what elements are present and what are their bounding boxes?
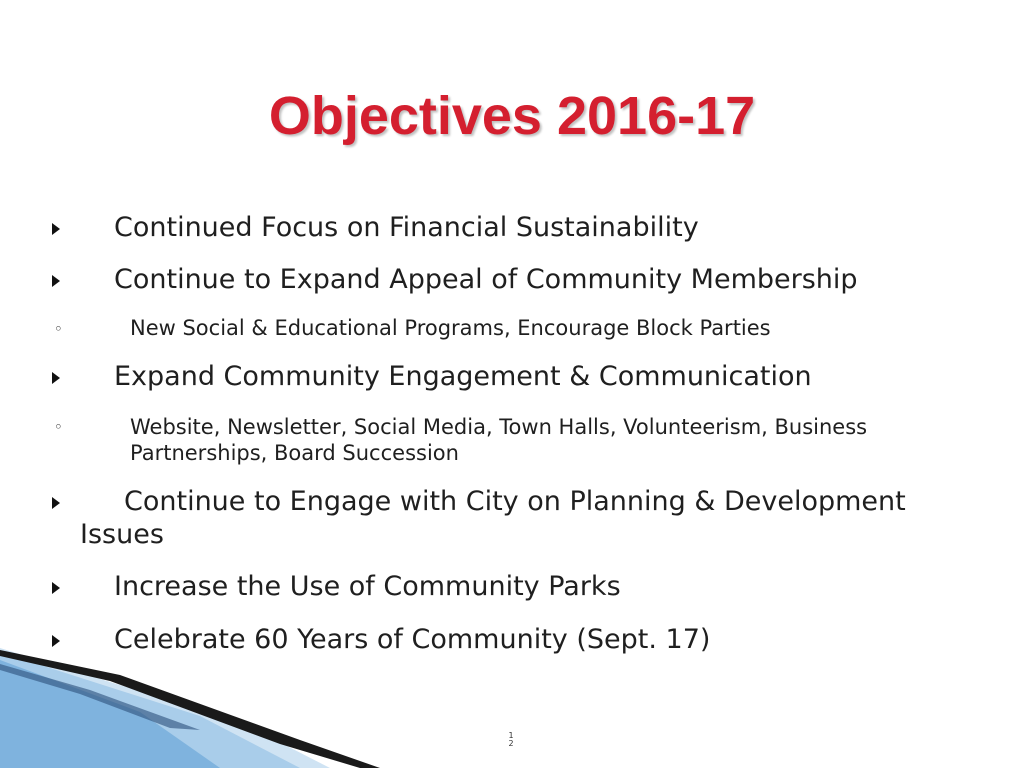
bullet-text-line2: Issues xyxy=(80,519,164,550)
arrow-bullet-icon xyxy=(52,372,60,384)
bullet-text: Increase the Use of Community Parks xyxy=(114,571,621,602)
slide-title: Objectives 2016-17 xyxy=(268,86,756,146)
bullet-text: Continued Focus on Financial Sustainability xyxy=(114,212,699,243)
bullet-text-line1: Continue to Engage with City on Planning & Development xyxy=(124,486,906,517)
sub-bullet-icon: ◦ xyxy=(54,418,63,436)
bullet-text: Continue to Expand Appeal of Community Membership xyxy=(114,264,858,295)
sub-bullet-text-line1: Website, Newsletter, Social Media, Town Halls, Volunteerism, Business xyxy=(130,415,868,439)
sub-bullet-text-line2: Partnerships, Board Succession xyxy=(130,441,459,465)
arrow-bullet-icon xyxy=(52,497,60,509)
sub-bullet-icon: ◦ xyxy=(54,320,63,338)
arrow-bullet-icon xyxy=(52,582,60,594)
sub-bullet-text: New Social & Educational Programs, Encourage Block Parties xyxy=(130,316,771,340)
bullet-text: Expand Community Engagement & Communication xyxy=(114,361,812,392)
arrow-bullet-icon xyxy=(52,275,60,287)
arrow-bullet-icon xyxy=(52,635,60,647)
bullet-text: Celebrate 60 Years of Community (Sept. 17) xyxy=(114,624,711,655)
arrow-bullet-icon xyxy=(52,223,60,235)
page-number: 12 xyxy=(508,731,514,748)
